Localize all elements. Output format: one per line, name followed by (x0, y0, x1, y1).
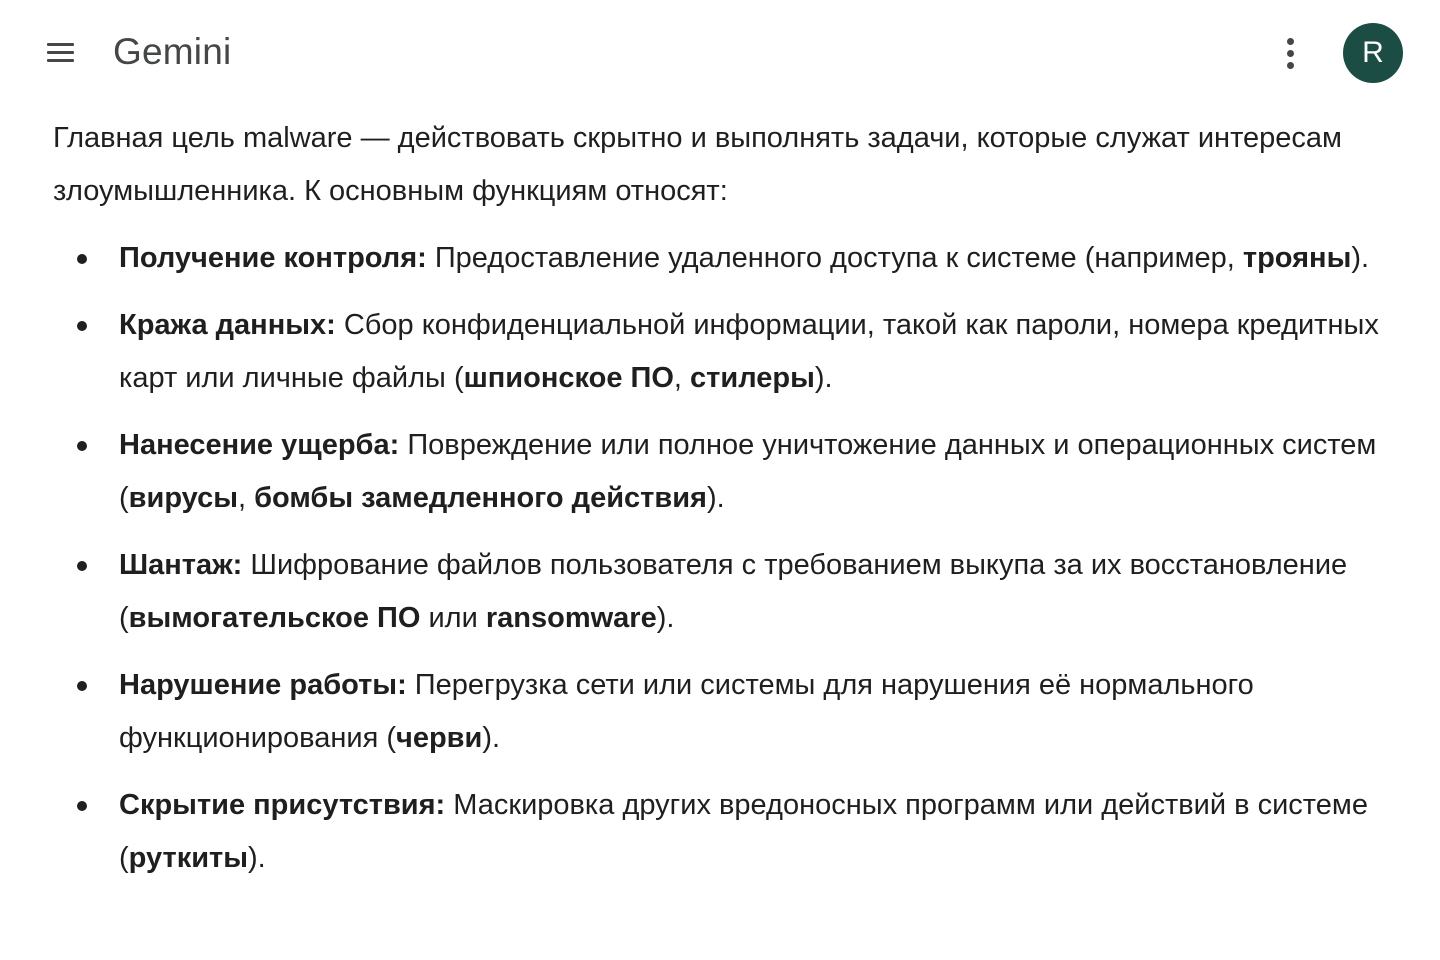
bullet-icon (77, 681, 87, 691)
bullet-icon (77, 561, 87, 571)
app-title: Gemini (113, 31, 232, 72)
item-text: Предоставление удаленного доступа к системе (например, (426, 242, 1243, 274)
bullet-icon (77, 254, 87, 264)
more-vertical-icon[interactable] (1270, 30, 1310, 76)
item-title: Получение контроля: (119, 242, 427, 274)
list-item (53, 779, 1423, 885)
item-title: Кража данных: (119, 309, 336, 341)
list-item (53, 299, 1423, 405)
item-end: ). (1351, 242, 1370, 274)
list-item (53, 659, 1423, 765)
item-text: Маскировка других вредоносных программ или действий в системе ( (119, 789, 1368, 874)
top-bar (0, 0, 1440, 104)
item-text: Шифрование файлов пользователя с требованием выкупа за их восстановление ( (119, 549, 1348, 634)
item-separator: , (673, 362, 691, 394)
item-separator: , (237, 482, 255, 514)
intro-line-1: Главная цель malware — действовать скрытно и выполнять задачи, которые служат интересам (53, 122, 1342, 154)
intro-line-2: злоумышленника. К основным функциям относят: (53, 175, 728, 207)
bullet-icon (77, 441, 87, 451)
item-text: Сбор конфиденциальной информации, такой как пароли, номера кредитных карт или личные файлы ( (119, 309, 1379, 394)
item-title: Шантаж: (119, 549, 243, 581)
item-text: Перегрузка сети или системы для нарушения её нормального функционирования ( (119, 669, 1254, 754)
item-example: вирусы (128, 482, 238, 514)
item-example: шпионское ПО (463, 362, 674, 394)
user-avatar[interactable]: R (1343, 23, 1403, 83)
response-intro (53, 112, 1423, 218)
item-end: ). (706, 482, 725, 514)
item-end: ). (482, 722, 501, 754)
item-title: Нарушение работы: (119, 669, 407, 701)
item-example: ransomware (485, 602, 657, 634)
list-item (53, 539, 1423, 645)
item-example: черви (396, 722, 483, 754)
malware-functions-list (53, 232, 1423, 885)
hamburger-menu-icon[interactable] (36, 30, 84, 74)
item-text: Повреждение или полное уничтожение данных и операционных систем ( (119, 429, 1377, 514)
item-end: ). (814, 362, 833, 394)
item-example: стилеры (690, 362, 815, 394)
bullet-icon (77, 801, 87, 811)
response-content (53, 112, 1423, 899)
bullet-icon (77, 321, 87, 331)
list-item (53, 419, 1423, 525)
item-example: вымогательское ПО (128, 602, 421, 634)
item-example: бомбы замедленного действия (254, 482, 707, 514)
list-item (53, 232, 1423, 285)
item-separator: или (420, 602, 486, 634)
item-title: Скрытие присутствия: (119, 789, 446, 821)
item-example: трояны (1242, 242, 1352, 274)
item-end: ). (656, 602, 675, 634)
item-end: ). (248, 842, 266, 874)
item-title: Нанесение ущерба: (119, 429, 400, 461)
item-example: руткиты (128, 842, 248, 874)
